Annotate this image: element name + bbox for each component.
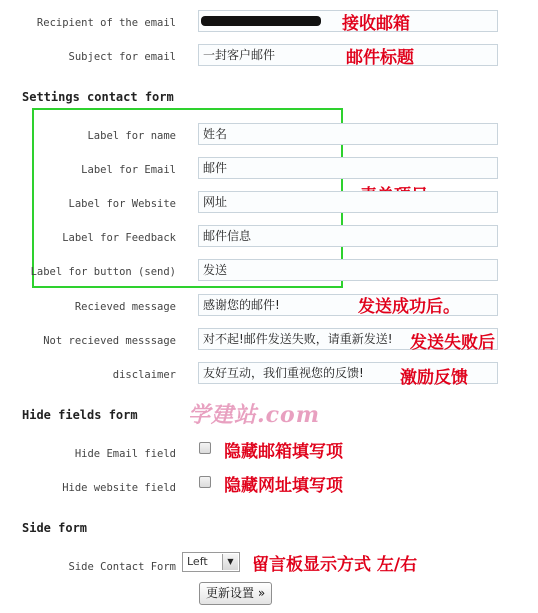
hide-fields-heading: Hide fields form: [22, 408, 138, 422]
side-position-select[interactable]: [182, 552, 240, 572]
update-settings-button[interactable]: 更新设置 »: [199, 582, 272, 605]
hide-website-label: Hide website field: [62, 482, 176, 494]
subject-annotation: 邮件标题: [346, 48, 414, 68]
subject-input[interactable]: 一封客户邮件: [198, 44, 498, 66]
label-for-name-label: Label for name: [87, 130, 176, 142]
side-position-value: Left: [187, 555, 208, 568]
recipient-label: Recipient of the email: [36, 17, 176, 29]
hide-website-checkbox[interactable]: [199, 476, 211, 488]
redacted-email: [201, 16, 321, 26]
label-for-button-input[interactable]: 发送: [198, 259, 498, 281]
disclaimer-input[interactable]: 友好互动，我们重视您的反馈!: [198, 362, 498, 384]
hide-email-annotation: 隐藏邮箱填写项: [224, 442, 343, 462]
side-form-heading: Side form: [22, 521, 88, 535]
label-for-button-label: Label for button (send): [30, 266, 176, 278]
label-for-name-input[interactable]: 姓名: [198, 123, 498, 145]
not-received-message-label: Not recieved messsage: [43, 335, 176, 347]
not-received-message-input[interactable]: 对不起!邮件发送失败，请重新发送!: [198, 328, 498, 350]
label-for-email-label: Label for Email: [81, 164, 176, 176]
label-for-website-input[interactable]: 网址: [198, 191, 498, 213]
recipient-annotation: 接收邮箱: [342, 14, 410, 34]
label-for-feedback-label: Label for Feedback: [62, 232, 176, 244]
received-message-label: Recieved message: [74, 301, 176, 313]
label-for-email-input[interactable]: 邮件: [198, 157, 498, 179]
received-message-input[interactable]: 感谢您的邮件!: [198, 294, 498, 316]
side-contact-form-label: Side Contact Form: [68, 561, 176, 573]
chevron-down-icon[interactable]: ▼: [222, 554, 238, 570]
received-message-annotation: 发送成功后。: [358, 297, 460, 317]
side-position-annotation: 留言板显示方式 左/右: [252, 555, 418, 575]
hide-email-label: Hide Email field: [74, 448, 176, 460]
subject-label: Subject for email: [68, 51, 176, 63]
label-for-feedback-input[interactable]: 邮件信息: [198, 225, 498, 247]
label-for-website-label: Label for Website: [68, 198, 176, 210]
hide-website-annotation: 隐藏网址填写项: [224, 476, 343, 496]
disclaimer-annotation: 激励反馈: [400, 368, 468, 388]
site-watermark: 学建站.com: [188, 402, 321, 428]
disclaimer-label: disclaimer: [112, 369, 176, 381]
hide-email-checkbox[interactable]: [199, 442, 211, 454]
contact-form-heading: Settings contact form: [22, 90, 174, 104]
not-received-message-annotation: 发送失败后: [410, 333, 495, 353]
